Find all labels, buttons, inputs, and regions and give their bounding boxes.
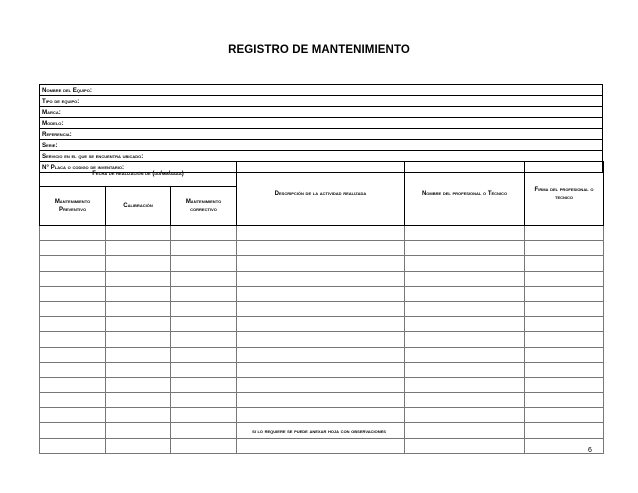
table-cell (237, 393, 405, 408)
table-row (40, 286, 604, 301)
table-cell (237, 256, 405, 271)
table-cell (405, 241, 525, 256)
form-field-label: Nombre del Equipo: (40, 85, 603, 96)
form-field-label: Modelo: (40, 118, 603, 129)
table-cell (525, 241, 604, 256)
table-cell (40, 271, 106, 286)
table-row (40, 347, 604, 362)
table-cell (237, 301, 405, 316)
table-cell (171, 317, 237, 332)
table-cell (525, 347, 604, 362)
header-correctivo: Mantenimiento correctivo (171, 187, 237, 226)
table-cell (405, 332, 525, 347)
table-cell (405, 271, 525, 286)
table-row (40, 256, 604, 271)
table-cell (106, 362, 171, 377)
table-cell (525, 377, 604, 392)
footnote: si lo requiere se puede anexar hoja con observaciones (252, 429, 386, 435)
table-cell (106, 393, 171, 408)
table-row (40, 408, 604, 423)
table-cell (525, 408, 604, 423)
form-row (40, 85, 603, 96)
table-cell (106, 408, 171, 423)
table-row (40, 226, 604, 241)
table-cell (40, 408, 106, 423)
table-cell (171, 301, 237, 316)
table-cell (405, 438, 525, 453)
table-cell (106, 256, 171, 271)
table-cell (525, 256, 604, 271)
table-cell (237, 271, 405, 286)
table-cell (171, 332, 237, 347)
table-cell (405, 408, 525, 423)
table-cell (40, 286, 106, 301)
header-descripcion: Descripción de la actividad realizada (237, 162, 405, 226)
page-title: REGISTRO DE MANTENIMIENTO (228, 44, 410, 56)
header-preventivo: Mantenimiento Preventivo (40, 187, 106, 226)
table-cell (237, 438, 405, 453)
form-field-label: Serie: (40, 140, 603, 151)
table-cell (525, 332, 604, 347)
table-cell (106, 241, 171, 256)
table-cell (525, 226, 604, 241)
table-cell (171, 241, 237, 256)
table-row (40, 317, 604, 332)
table-cell (40, 377, 106, 392)
table-cell (106, 377, 171, 392)
table-cell (171, 408, 237, 423)
table-cell (237, 347, 405, 362)
table-cell (237, 241, 405, 256)
table-cell (525, 286, 604, 301)
table-cell (405, 317, 525, 332)
table-cell (405, 226, 525, 241)
form-row (40, 129, 603, 140)
page-number: 6 (588, 447, 592, 454)
table-cell (237, 377, 405, 392)
table-cell (171, 393, 237, 408)
table-cell (106, 317, 171, 332)
equipment-info-form (39, 84, 603, 173)
table-cell (40, 393, 106, 408)
table-cell (525, 301, 604, 316)
table-cell (405, 347, 525, 362)
table-cell (40, 347, 106, 362)
table-cell (405, 286, 525, 301)
table-cell (106, 226, 171, 241)
table-cell (40, 332, 106, 347)
table-cell (171, 286, 237, 301)
table-cell (106, 301, 171, 316)
table-cell (405, 393, 525, 408)
form-row (40, 107, 603, 118)
table-cell (106, 438, 171, 453)
table-cell (171, 271, 237, 286)
table-cell (525, 362, 604, 377)
table-cell (106, 286, 171, 301)
table-cell (106, 332, 171, 347)
table-row (40, 362, 604, 377)
form-row (40, 140, 603, 151)
table-cell (237, 226, 405, 241)
table-cell (405, 256, 525, 271)
table-cell (405, 301, 525, 316)
form-field-label: Tipo de equipo: (40, 96, 603, 107)
table-row (40, 377, 604, 392)
table-cell (171, 377, 237, 392)
table-cell (40, 226, 106, 241)
table-cell (171, 226, 237, 241)
form-field-label: Marca: (40, 107, 603, 118)
header-fecha-group: Fecha de realización de (dd/mm/aaaa) (40, 162, 237, 187)
table-cell (171, 256, 237, 271)
table-row (40, 393, 604, 408)
table-cell (171, 362, 237, 377)
header-profesional: Nombre del profesional o Técnico (405, 162, 525, 226)
form-field-label: Servicio en el que se encuentra ubicado: (40, 151, 603, 162)
table-cell (237, 408, 405, 423)
form-row (40, 96, 603, 107)
table-cell (40, 317, 106, 332)
table-row (40, 241, 604, 256)
table-cell (237, 362, 405, 377)
table-cell (40, 301, 106, 316)
form-field-label: N° Placa o codigo de inventario: (40, 162, 603, 173)
form-field-label: Referencia: (40, 129, 603, 140)
table-cell (106, 347, 171, 362)
table-cell (525, 393, 604, 408)
table-cell (405, 362, 525, 377)
table-row (40, 332, 604, 347)
table-cell (40, 256, 106, 271)
table-cell (525, 271, 604, 286)
table-row (40, 438, 604, 453)
header-calibracion: Calibración (106, 187, 171, 226)
table-cell (525, 317, 604, 332)
form-row (40, 118, 603, 129)
table-cell (40, 241, 106, 256)
table-row (40, 301, 604, 316)
table-cell (237, 286, 405, 301)
form-row (40, 151, 603, 162)
table-cell (40, 438, 106, 453)
table-cell (106, 271, 171, 286)
table-cell (405, 377, 525, 392)
table-cell (237, 317, 405, 332)
table-cell (171, 438, 237, 453)
table-cell (237, 332, 405, 347)
table-cell (40, 362, 106, 377)
table-cell (171, 347, 237, 362)
header-firma: Firma del profesional o tecnico (525, 162, 604, 226)
maintenance-log-table (39, 161, 604, 454)
table-row (40, 271, 604, 286)
